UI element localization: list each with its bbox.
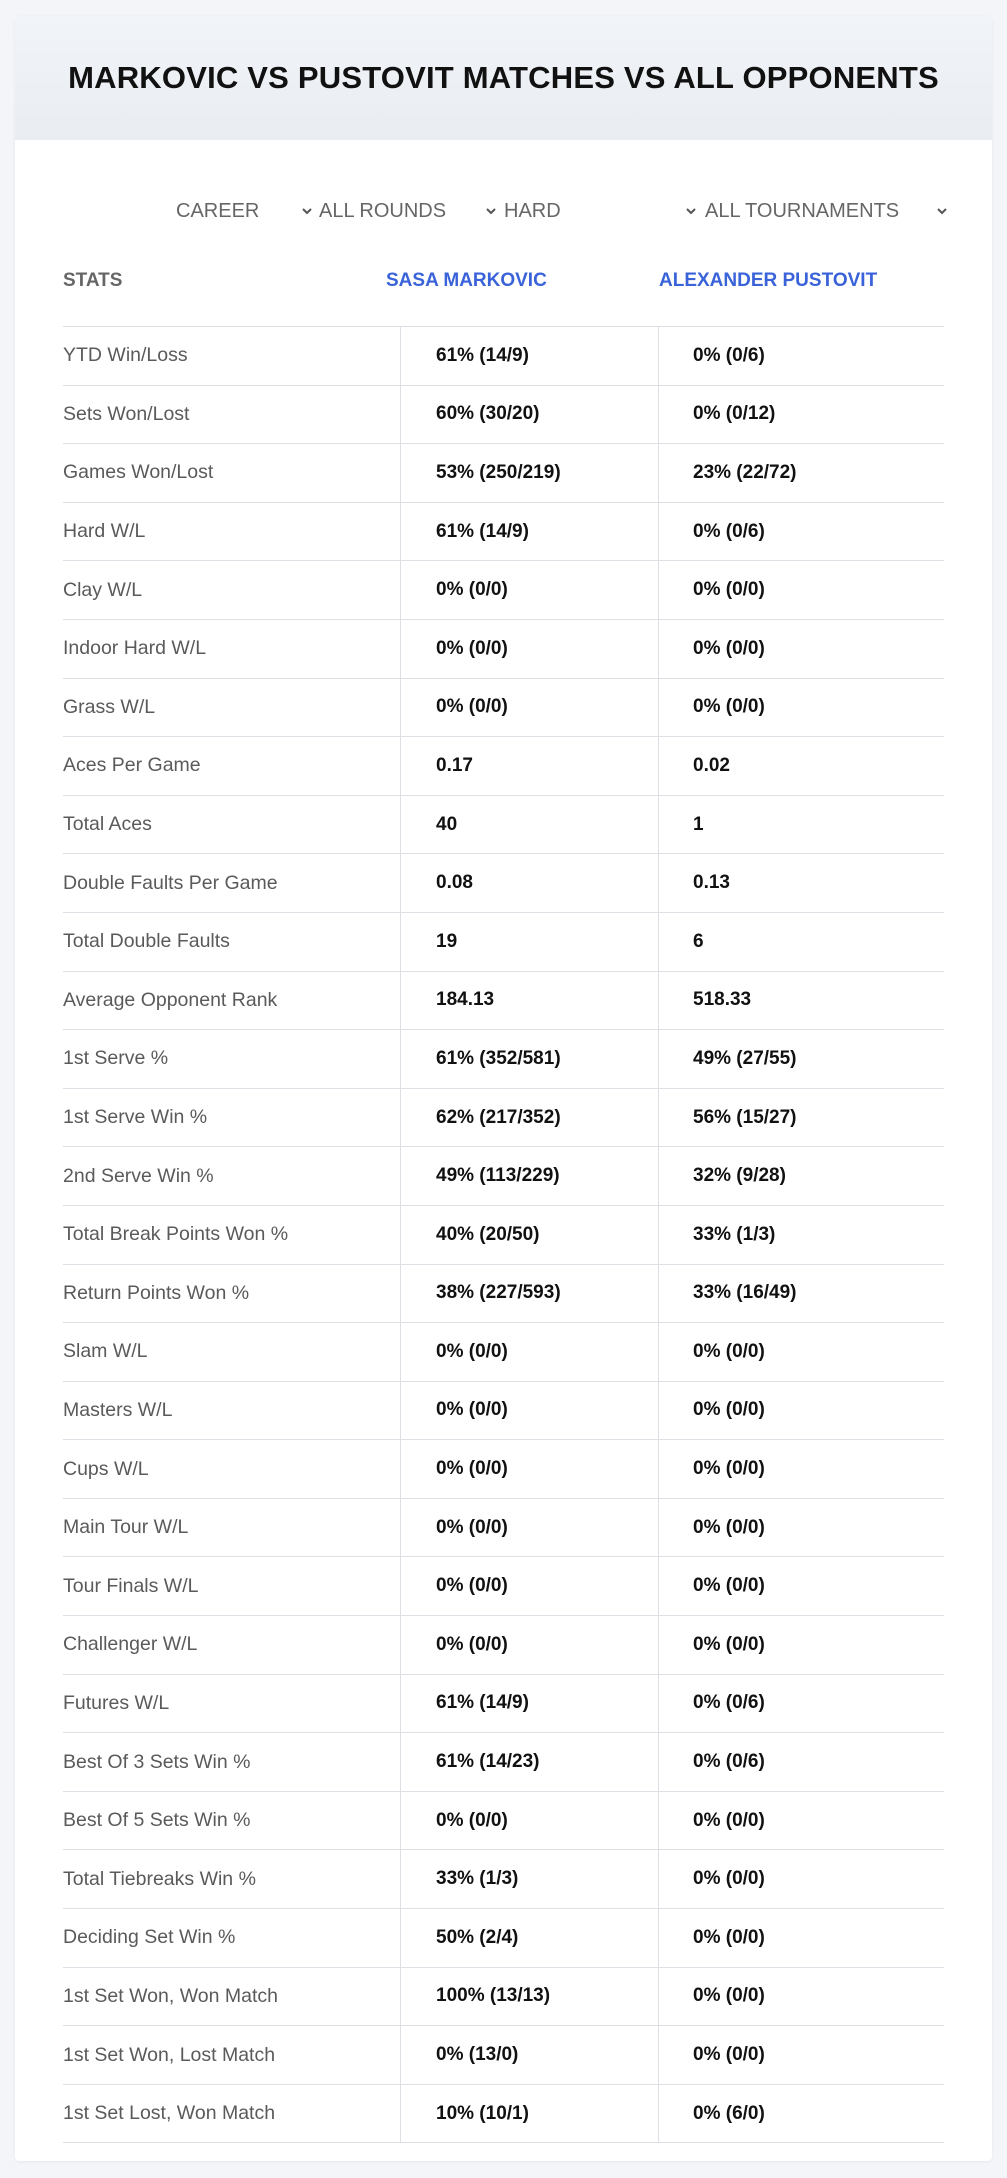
column-header-stats: STATS (63, 270, 123, 291)
column-header-player2-link[interactable]: ALEXANDER PUSTOVIT (659, 270, 878, 291)
stat-label: Indoor Hard W/L (63, 637, 207, 660)
table-row (63, 1440, 944, 1499)
player2-value: 0% (0/0) (693, 1575, 765, 1597)
table-row (63, 972, 944, 1031)
stat-label: Total Double Faults (63, 930, 230, 953)
stat-label: Slam W/L (63, 1340, 148, 1363)
filter-bar (15, 186, 992, 236)
player2-value: 0% (0/0) (693, 1633, 765, 1655)
player1-value: 40 (436, 813, 458, 835)
stat-label: Cups W/L (63, 1457, 149, 1480)
table-row (63, 2085, 944, 2144)
player1-value: 50% (2/4) (436, 1926, 519, 1948)
player2-value: 0% (0/0) (693, 2044, 765, 2066)
stat-label: Return Points Won % (63, 1281, 250, 1304)
page-title: MARKOVIC VS PUSTOVIT MATCHES VS ALL OPPONENTS (68, 60, 939, 95)
player1-value: 62% (217/352) (436, 1106, 561, 1128)
tournaments-select[interactable] (705, 186, 948, 236)
player1-value: 100% (13/13) (436, 1985, 551, 2007)
player1-value: 53% (250/219) (436, 461, 561, 483)
stat-label: Hard W/L (63, 520, 146, 543)
player1-value: 38% (227/593) (436, 1282, 561, 1304)
column-header-player1-link[interactable]: SASA MARKOVIC (386, 270, 547, 291)
player2-value: 0% (0/0) (693, 1926, 765, 1948)
player2-value: 0% (0/0) (693, 579, 765, 601)
stat-label: Tour Finals W/L (63, 1574, 199, 1597)
chevron-down-icon (936, 205, 948, 217)
table-row (63, 1909, 944, 1968)
table-row (63, 1557, 944, 1616)
player1-value: 19 (436, 930, 458, 952)
table-row (63, 1850, 944, 1909)
table-row (63, 327, 944, 386)
player2-value: 0% (0/0) (693, 1516, 765, 1538)
table-row (63, 2026, 944, 2085)
player2-value: 6 (693, 930, 704, 952)
player2-value: 1 (693, 813, 704, 835)
player1-value: 61% (352/581) (436, 1047, 561, 1069)
stats-table (63, 250, 944, 2143)
stat-label: Futures W/L (63, 1691, 170, 1714)
player1-value: 0% (0/0) (436, 579, 508, 601)
stat-label: 1st Set Lost, Won Match (63, 2102, 276, 2125)
stat-label: Clay W/L (63, 578, 143, 601)
stat-label: 1st Set Won, Lost Match (63, 2043, 276, 2066)
player1-value: 40% (20/50) (436, 1223, 540, 1245)
table-row (63, 1089, 944, 1148)
table-row (63, 1265, 944, 1324)
rounds-select-value: ALL ROUNDS (319, 199, 447, 222)
stat-label: Best Of 5 Sets Win % (63, 1809, 251, 1832)
stat-label: Total Break Points Won % (63, 1223, 289, 1246)
stat-label: Challenger W/L (63, 1633, 198, 1656)
table-body (63, 327, 944, 2143)
player1-value: 61% (14/9) (436, 1692, 529, 1714)
player1-value: 0% (0/0) (436, 1633, 508, 1655)
player2-value: 0% (0/0) (693, 1985, 765, 2007)
table-row (63, 561, 944, 620)
player1-value: 60% (30/20) (436, 403, 540, 425)
table-row (63, 1206, 944, 1265)
table-row (63, 503, 944, 562)
player2-value: 0% (0/6) (693, 1692, 765, 1714)
player1-value: 10% (10/1) (436, 2102, 529, 2124)
player1-value: 0% (0/0) (436, 1516, 508, 1538)
player2-value: 0% (0/0) (693, 1340, 765, 1362)
stat-label: Best Of 3 Sets Win % (63, 1750, 251, 1773)
table-row (63, 1499, 944, 1558)
table-row (63, 854, 944, 913)
player1-value: 0% (0/0) (436, 1809, 508, 1831)
player1-value: 184.13 (436, 989, 495, 1011)
player1-value: 61% (14/23) (436, 1751, 540, 1773)
chevron-down-icon (301, 205, 313, 217)
player1-value: 0.17 (436, 754, 473, 776)
chevron-down-icon (685, 205, 697, 217)
player2-value: 32% (9/28) (693, 1165, 786, 1187)
table-row (63, 1030, 944, 1089)
stat-label: 1st Serve Win % (63, 1106, 208, 1129)
stat-label: 1st Set Won, Won Match (63, 1984, 278, 2007)
player2-value: 0% (0/6) (693, 344, 765, 366)
table-row (63, 1323, 944, 1382)
period-select-value: CAREER (176, 199, 260, 222)
stat-label: Masters W/L (63, 1398, 173, 1421)
player1-value: 33% (1/3) (436, 1868, 519, 1890)
player2-value: 0% (0/6) (693, 1751, 765, 1773)
player2-value: 0% (0/0) (693, 1809, 765, 1831)
player1-value: 61% (14/9) (436, 520, 529, 542)
player1-value: 0% (0/0) (436, 637, 508, 659)
table-header (63, 250, 944, 327)
table-row (63, 1792, 944, 1851)
surface-select[interactable] (504, 186, 697, 236)
player1-value: 0% (0/0) (436, 1399, 508, 1421)
stat-label: Grass W/L (63, 695, 156, 718)
player2-value: 518.33 (693, 989, 752, 1011)
stats-card (15, 16, 992, 2161)
stat-label: Average Opponent Rank (63, 988, 278, 1011)
period-select[interactable] (176, 186, 313, 236)
table-row (63, 679, 944, 738)
player1-value: 0.08 (436, 872, 473, 894)
surface-select-value: HARD (504, 199, 561, 222)
stat-label: Games Won/Lost (63, 461, 214, 484)
stat-label: Deciding Set Win % (63, 1926, 236, 1949)
player1-value: 0% (0/0) (436, 1340, 508, 1362)
player2-value: 0% (0/0) (693, 637, 765, 659)
player2-value: 0.02 (693, 754, 730, 776)
column-divider (400, 326, 401, 2143)
player2-value: 0% (0/0) (693, 1399, 765, 1421)
chevron-down-icon (485, 205, 497, 217)
player2-value: 23% (22/72) (693, 461, 797, 483)
table-row (63, 1147, 944, 1206)
player2-value: 0.13 (693, 872, 730, 894)
stat-label: YTD Win/Loss (63, 344, 188, 367)
player1-value: 0% (0/0) (436, 696, 508, 718)
tournaments-select-value: ALL TOURNAMENTS (705, 199, 900, 222)
rounds-select[interactable] (319, 186, 497, 236)
player1-value: 61% (14/9) (436, 344, 529, 366)
page-header (15, 16, 992, 140)
table-row (63, 1733, 944, 1792)
column-divider (658, 326, 659, 2143)
player2-value: 56% (15/27) (693, 1106, 797, 1128)
player2-value: 33% (1/3) (693, 1223, 776, 1245)
stat-label: Double Faults Per Game (63, 871, 278, 894)
table-row (63, 620, 944, 679)
player2-value: 0% (6/0) (693, 2102, 765, 2124)
table-row (63, 1616, 944, 1675)
player2-value: 0% (0/6) (693, 520, 765, 542)
table-row (63, 796, 944, 855)
player2-value: 0% (0/0) (693, 696, 765, 718)
stat-label: Sets Won/Lost (63, 402, 190, 425)
player1-value: 0% (0/0) (436, 1458, 508, 1480)
table-row (63, 1968, 944, 2027)
stat-label: 2nd Serve Win % (63, 1164, 214, 1187)
table-row (63, 444, 944, 503)
table-row (63, 913, 944, 972)
stat-label: Aces Per Game (63, 754, 201, 777)
stat-label: Total Tiebreaks Win % (63, 1867, 256, 1890)
player1-value: 0% (13/0) (436, 2044, 519, 2066)
table-row (63, 386, 944, 445)
player2-value: 49% (27/55) (693, 1047, 797, 1069)
table-row (63, 1675, 944, 1734)
table-row (63, 737, 944, 796)
player1-value: 49% (113/229) (436, 1165, 560, 1187)
stat-label: Total Aces (63, 813, 152, 836)
player2-value: 0% (0/0) (693, 1458, 765, 1480)
player2-value: 33% (16/49) (693, 1282, 797, 1304)
stat-label: 1st Serve % (63, 1047, 169, 1070)
player2-value: 0% (0/0) (693, 1868, 765, 1890)
table-row (63, 1382, 944, 1441)
player1-value: 0% (0/0) (436, 1575, 508, 1597)
stat-label: Main Tour W/L (63, 1516, 189, 1539)
player2-value: 0% (0/12) (693, 403, 776, 425)
